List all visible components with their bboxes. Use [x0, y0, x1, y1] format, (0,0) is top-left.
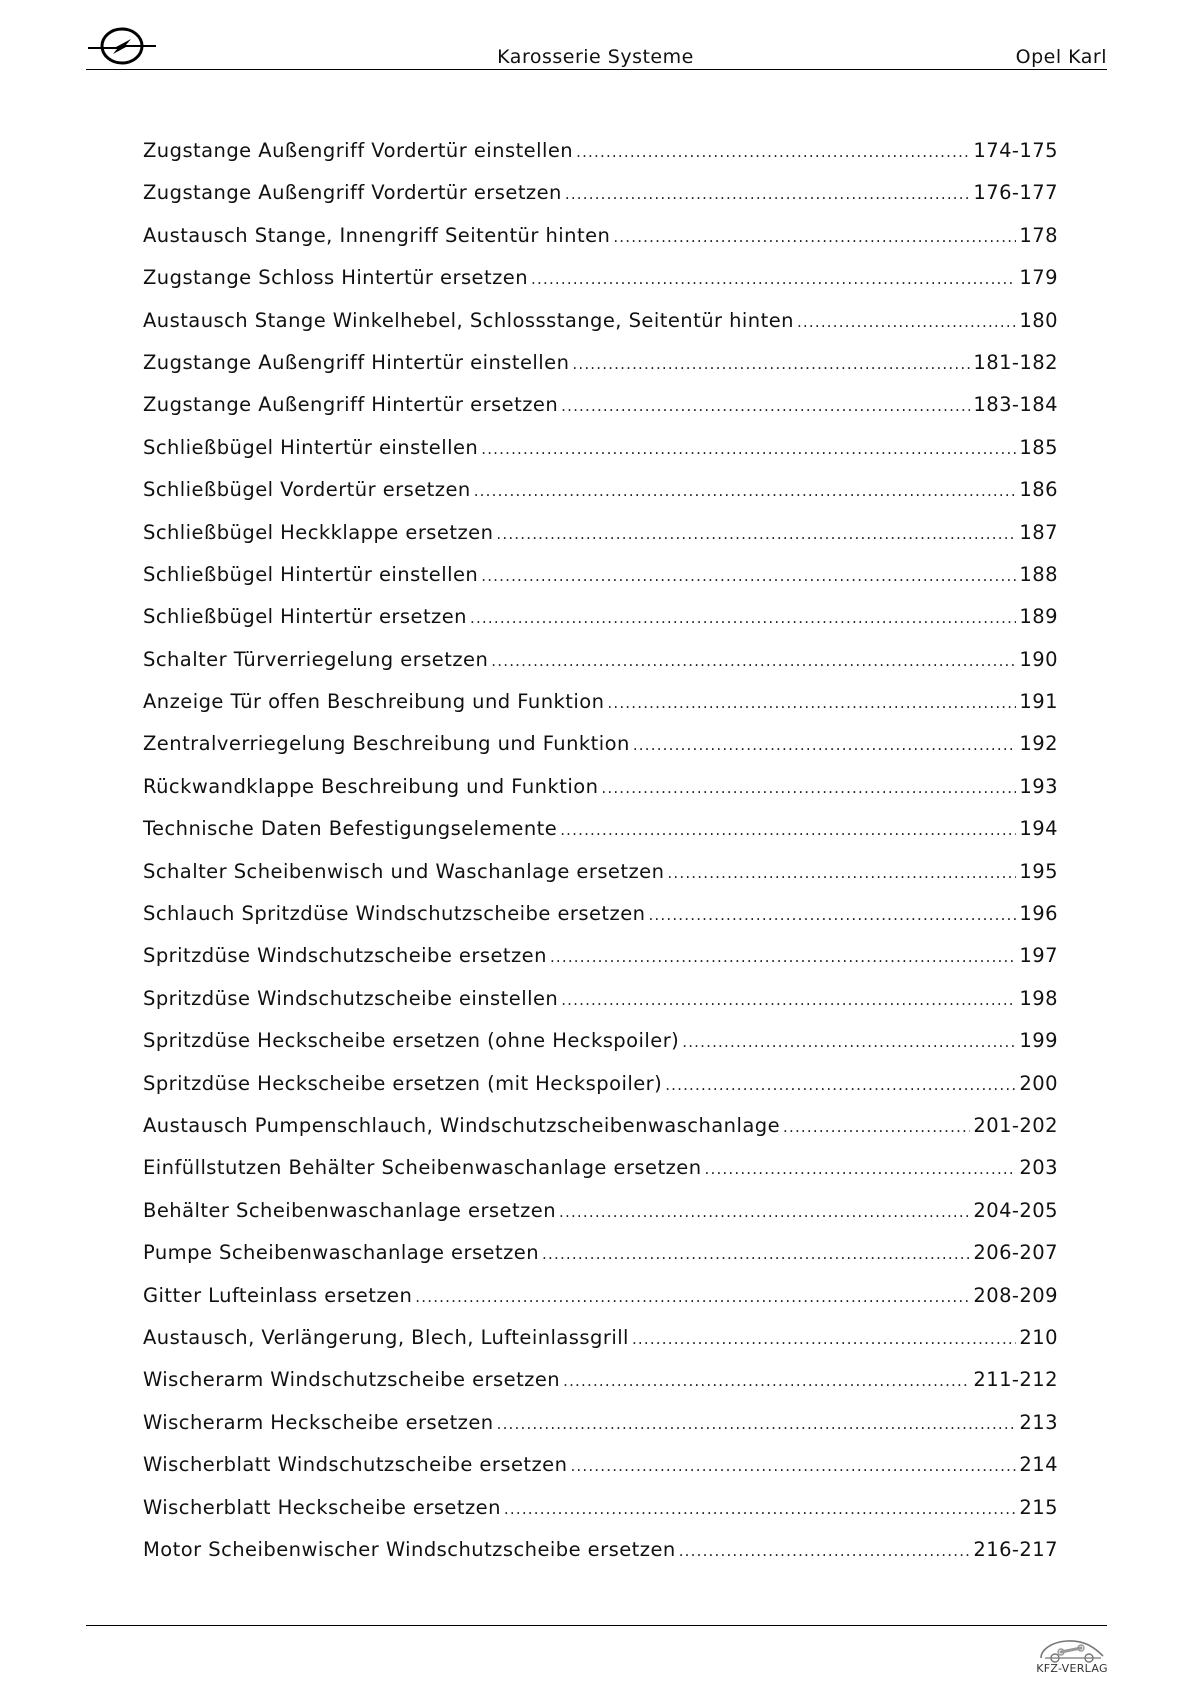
- toc-leader-dots: [613, 228, 1016, 246]
- footer-divider: [86, 1625, 1107, 1626]
- toc-entry-page: 179: [1019, 266, 1058, 290]
- toc-entry-page: 200: [1019, 1071, 1058, 1095]
- toc-entry-page: 195: [1019, 859, 1058, 883]
- toc-entry-page: 183-184: [973, 393, 1058, 417]
- toc-entry-title: Spritzdüse Windschutzscheibe ersetzen: [143, 944, 547, 968]
- toc-leader-dots: [632, 1330, 1016, 1348]
- toc-entry[interactable]: [143, 690, 1058, 732]
- toc-leader-dots: [667, 864, 1016, 882]
- toc-leader-dots: [497, 1415, 1017, 1433]
- toc-entry-page: 176-177: [973, 181, 1058, 205]
- toc-leader-dots: [474, 482, 1017, 500]
- toc-entry-page: 203: [1019, 1156, 1058, 1180]
- toc-entry-page: 180: [1019, 308, 1058, 332]
- toc-entry-title: Zugstange Außengriff Vordertür einstellen: [143, 139, 574, 162]
- toc-entry-title: Spritzdüse Heckscheibe ersetzen (mit Heckspoiler): [143, 1071, 663, 1095]
- toc-entry[interactable]: [143, 1241, 1058, 1283]
- toc-entry-title: Schließbügel Hintertür einstellen: [143, 435, 479, 459]
- toc-entry-title: Pumpe Scheibenwaschanlage ersetzen: [143, 1241, 540, 1265]
- toc-entry-title: Gitter Lufteinlass ersetzen: [143, 1283, 413, 1307]
- toc-entry-title: Austausch, Verlängerung, Blech, Lufteinlassgrill: [143, 1325, 629, 1349]
- toc-entry[interactable]: [143, 1326, 1058, 1368]
- toc-leader-dots: [496, 525, 1016, 543]
- table-of-contents: [143, 139, 1058, 1580]
- toc-entry-title: Zugstange Außengriff Hintertür einstellen: [143, 350, 570, 374]
- toc-entry-title: Zugstange Schloss Hintertür ersetzen: [143, 266, 529, 290]
- toc-leader-dots: [531, 270, 1016, 288]
- toc-entry-page: 190: [1019, 647, 1058, 671]
- toc-leader-dots: [665, 1076, 1016, 1094]
- toc-entry-page: 210: [1019, 1325, 1058, 1349]
- toc-entry-page: 188: [1019, 562, 1058, 586]
- toc-entry-page: 178: [1019, 223, 1058, 247]
- toc-entry-title: Wischerarm Heckscheibe ersetzen: [143, 1410, 494, 1434]
- toc-entry[interactable]: [143, 1029, 1058, 1071]
- toc-entry[interactable]: [143, 732, 1058, 774]
- toc-entry-title: Behälter Scheibenwaschanlage ersetzen: [143, 1198, 557, 1222]
- toc-leader-dots: [633, 736, 1017, 754]
- toc-entry-page: 197: [1019, 944, 1058, 968]
- toc-entry-page: 181-182: [973, 350, 1058, 374]
- toc-entry-title: Austausch Stange, Innengriff Seitentür hinten: [143, 223, 611, 247]
- publisher-name: KFZ-VERLAG: [1036, 1662, 1108, 1675]
- header-model: Opel Karl: [1015, 46, 1107, 68]
- toc-entry-page: 216-217: [973, 1537, 1058, 1561]
- toc-entry-title: Rückwandklappe Beschreibung und Funktion: [143, 774, 599, 798]
- toc-entry[interactable]: [143, 224, 1058, 266]
- toc-leader-dots: [797, 313, 1016, 331]
- toc-entry-page: 193: [1019, 774, 1058, 798]
- toc-entry-page: 194: [1019, 817, 1058, 841]
- toc-entry[interactable]: [143, 1156, 1058, 1198]
- toc-entry-page: 192: [1019, 732, 1058, 756]
- toc-leader-dots: [481, 567, 1016, 585]
- toc-entry-title: Einfüllstutzen Behälter Scheibenwaschanlage ersetzen: [143, 1156, 702, 1180]
- toc-entry[interactable]: [143, 181, 1058, 223]
- toc-entry-title: Schlauch Spritzdüse Windschutzscheibe ersetzen: [143, 902, 646, 926]
- toc-entry-title: Schließbügel Hintertür einstellen: [143, 562, 479, 586]
- toc-leader-dots: [601, 779, 1016, 797]
- toc-entry[interactable]: [143, 817, 1058, 859]
- toc-entry[interactable]: [143, 393, 1058, 435]
- toc-entry[interactable]: [143, 563, 1058, 605]
- toc-entry[interactable]: [143, 1453, 1058, 1495]
- toc-entry-title: Zentralverriegelung Beschreibung und Funktion: [143, 732, 630, 756]
- toc-entry[interactable]: [143, 266, 1058, 308]
- toc-entry[interactable]: [143, 139, 1058, 181]
- toc-leader-dots: [572, 355, 970, 373]
- toc-entry-title: Schließbügel Heckklappe ersetzen: [143, 520, 494, 544]
- toc-leader-dots: [542, 1245, 970, 1263]
- toc-entry-page: 199: [1019, 1029, 1058, 1053]
- toc-leader-dots: [783, 1118, 970, 1136]
- toc-leader-dots: [682, 1033, 1016, 1051]
- toc-leader-dots: [570, 1457, 1016, 1475]
- toc-entry-title: Motor Scheibenwischer Windschutzscheibe ersetzen: [143, 1537, 676, 1561]
- toc-entry-page: 208-209: [973, 1283, 1058, 1307]
- toc-entry[interactable]: [143, 1411, 1058, 1453]
- toc-entry-title: Zugstange Außengriff Hintertür ersetzen: [143, 393, 559, 417]
- publisher-logo: [1031, 1634, 1113, 1680]
- toc-entry-title: Technische Daten Befestigungselemente: [143, 817, 558, 841]
- toc-leader-dots: [576, 143, 970, 161]
- toc-entry[interactable]: [143, 605, 1058, 647]
- toc-leader-dots: [491, 652, 1016, 670]
- header-title: Karosserie Systeme: [497, 46, 694, 68]
- toc-entry-page: 187: [1019, 520, 1058, 544]
- toc-entry[interactable]: [143, 1114, 1058, 1156]
- toc-entry-page: 201-202: [973, 1113, 1058, 1137]
- toc-entry[interactable]: [143, 987, 1058, 1029]
- toc-entry[interactable]: [143, 351, 1058, 393]
- toc-leader-dots: [565, 185, 970, 203]
- toc-entry-title: Schalter Scheibenwisch und Waschanlage ersetzen: [143, 859, 665, 883]
- toc-entry-page: 191: [1019, 690, 1058, 714]
- toc-leader-dots: [648, 906, 1016, 924]
- toc-entry-page: 206-207: [973, 1241, 1058, 1265]
- toc-entry-title: Spritzdüse Heckscheibe ersetzen (ohne Heckspoiler): [143, 1029, 680, 1053]
- toc-entry-page: 185: [1019, 435, 1058, 459]
- toc-leader-dots: [560, 821, 1016, 839]
- toc-entry-title: Anzeige Tür offen Beschreibung und Funktion: [143, 690, 605, 714]
- toc-entry-title: Schließbügel Vordertür ersetzen: [143, 478, 471, 502]
- toc-entry[interactable]: [143, 1072, 1058, 1114]
- toc-entry-page: 214: [1019, 1453, 1058, 1477]
- toc-entry-title: Schalter Türverriegelung ersetzen: [143, 647, 489, 671]
- toc-entry-title: Austausch Pumpenschlauch, Windschutzscheibenwaschanlage: [143, 1113, 781, 1137]
- toc-entry[interactable]: [143, 648, 1058, 690]
- toc-entry-title: Wischerarm Windschutzscheibe ersetzen: [143, 1368, 561, 1392]
- toc-entry[interactable]: [143, 1284, 1058, 1326]
- toc-entry[interactable]: [143, 775, 1058, 817]
- car-icon: [1031, 1634, 1113, 1664]
- toc-entry-title: Schließbügel Hintertür ersetzen: [143, 605, 467, 629]
- toc-entry-title: Wischerblatt Windschutzscheibe ersetzen: [143, 1453, 568, 1477]
- toc-entry[interactable]: [143, 1496, 1058, 1538]
- toc-entry[interactable]: [143, 860, 1058, 902]
- toc-leader-dots: [607, 694, 1016, 712]
- toc-entry-page: 198: [1019, 986, 1058, 1010]
- toc-leader-dots: [679, 1542, 971, 1560]
- toc-leader-dots: [481, 440, 1016, 458]
- toc-entry[interactable]: [143, 944, 1058, 986]
- toc-leader-dots: [559, 1203, 970, 1221]
- toc-entry[interactable]: [143, 436, 1058, 478]
- header-divider: [86, 69, 1107, 70]
- toc-entry-page: 189: [1019, 605, 1058, 629]
- toc-entry-title: Austausch Stange Winkelhebel, Schlossstange, Seitentür hinten: [143, 308, 794, 332]
- toc-leader-dots: [705, 1160, 1017, 1178]
- toc-entry-page: 196: [1019, 902, 1058, 926]
- toc-entry-page: 215: [1019, 1495, 1058, 1519]
- toc-entry-title: Wischerblatt Heckscheibe ersetzen: [143, 1495, 501, 1519]
- toc-leader-dots: [415, 1288, 970, 1306]
- toc-entry[interactable]: [143, 478, 1058, 520]
- toc-entry[interactable]: [143, 309, 1058, 351]
- toc-entry-page: 186: [1019, 478, 1058, 502]
- toc-leader-dots: [561, 397, 970, 415]
- toc-entry-page: 204-205: [973, 1198, 1058, 1222]
- toc-leader-dots: [470, 609, 1016, 627]
- toc-leader-dots: [550, 948, 1016, 966]
- toc-entry[interactable]: [143, 1368, 1058, 1410]
- toc-entry-title: Zugstange Außengriff Vordertür ersetzen: [143, 181, 562, 205]
- toc-leader-dots: [504, 1500, 1017, 1518]
- toc-entry-page: 174-175: [973, 139, 1058, 162]
- toc-entry-page: 213: [1019, 1410, 1058, 1434]
- toc-entry[interactable]: [143, 1199, 1058, 1241]
- toc-leader-dots: [561, 991, 1016, 1009]
- toc-entry[interactable]: [143, 902, 1058, 944]
- toc-entry-title: Spritzdüse Windschutzscheibe einstellen: [143, 986, 559, 1010]
- toc-entry[interactable]: [143, 521, 1058, 563]
- toc-entry-page: 211-212: [973, 1368, 1058, 1392]
- toc-entry[interactable]: [143, 1538, 1058, 1580]
- toc-leader-dots: [563, 1372, 970, 1390]
